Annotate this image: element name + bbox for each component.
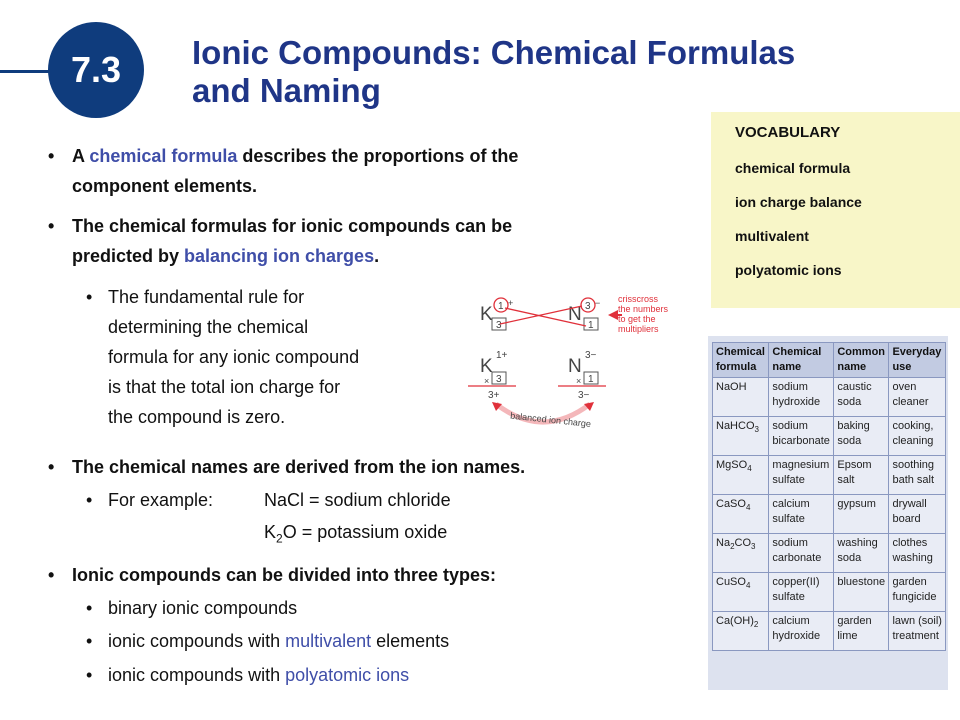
table-cell: bluestone [834,573,889,612]
column-header: Everyday use [889,343,946,378]
table-row [713,534,946,573]
table-row [713,612,946,651]
table-cell: copper(II) sulfate [769,573,834,612]
k-box-value-2: 3 [496,374,502,385]
term-polyatomic-ions: polyatomic ions [285,665,410,685]
formula-cell: $Na_2CO_3$ [713,534,769,573]
formula-cell: NaHCO$_3$ [713,417,769,456]
table-header-row [713,343,946,378]
table-cell: garden fungicide [889,573,946,612]
table-cell: baking soda [834,417,889,456]
table-cell: gypsum [834,495,889,534]
formula-cell: MgSO$_4$ [713,456,769,495]
sub-bullet-polyatomic: • ionic compounds with polyatomic ions [86,665,410,685]
n-charge: 3− [585,350,597,361]
k-box-value: 3 [496,320,502,331]
table-cell: washing soda [834,534,889,573]
table-row [713,456,946,495]
n-charge-circled: 3 [585,301,591,312]
title-line-2: and Naming [192,72,381,109]
formula-cell: NaOH [713,378,769,417]
table-cell: caustic soda [834,378,889,417]
k-symbol-2: K [480,356,493,377]
n-times: × [576,376,582,386]
bullet-names: • The chemical names are derived from the ion names. [48,457,526,477]
sub-bullet-fundamental-rule: • The fundamental rule for determining the chemical formula for any ionic compound is that the total ion charge for the compound is zero. [86,287,360,427]
k-plus: + [508,298,514,308]
term-balancing-ion-charges: balancing ion charges [184,246,375,266]
table-cell: calcium sulfate [769,495,834,534]
table-row [713,495,946,534]
sub-bullet-example: • For example: [86,490,214,510]
vocab-item: chemical formula [735,160,851,176]
formula-cell: $Ca(OH)_2$ [713,612,769,651]
section-badge [48,22,144,118]
example-nacl: NaCl = sodium chloride [264,490,451,510]
table-cell: lawn (soil) treatment [889,612,946,651]
table-row [713,417,946,456]
table-cell: sodium bicarbonate [769,417,834,456]
table-cell: magnesium sulfate [769,456,834,495]
vocabulary-heading: VOCABULARY [735,124,841,141]
crisscross-note: crisscross the numbers to get the multipliers [618,294,669,334]
bullet-three-types: • Ionic compounds can be divided into three types: [48,565,497,585]
example-k2o: $K_2O$ = potassium oxide [264,522,448,546]
n-box-value-2: 1 [588,374,594,385]
term-chemical-formula: chemical formula [89,146,238,166]
formula-cell: CaSO$_4$ [713,495,769,534]
k-charge: 1+ [496,350,508,361]
table-cell: oven cleaner [889,378,946,417]
bullet-chemical-formula: • A chemical formula describes the proportions of the component elements. [48,146,519,196]
formula-cell: CuSO$_4$ [713,573,769,612]
k-times: × [484,376,490,386]
n-symbol: N [568,304,582,325]
k-charge-circled: 1 [498,301,504,312]
k-symbol: K [480,304,493,325]
table-cell: garden lime [834,612,889,651]
crisscross-diagram [458,290,688,440]
vocab-item: ion charge balance [735,194,862,210]
page-title [192,34,912,110]
compounds-table [712,342,946,651]
sub-bullet-multivalent: • ionic compounds with multivalent elements [86,631,450,651]
column-header: Chemical formula [713,343,769,378]
vocab-item: multivalent [735,228,809,244]
section-number: 7.3 [70,49,122,90]
table-row [713,573,946,612]
table-row [713,378,946,417]
n-box-value: 1 [588,320,594,331]
table-cell: Epsom salt [834,456,889,495]
table-cell: clothes washing [889,534,946,573]
n-symbol-2: N [568,356,582,377]
table-cell: drywall board [889,495,946,534]
n-total: 3− [578,390,590,401]
vocab-item: polyatomic ions [735,262,842,278]
table-cell: cooking, cleaning [889,417,946,456]
table-cell: sodium carbonate [769,534,834,573]
note-arrow [608,310,618,320]
title-line-1: Ionic Compounds: Chemical Formulas [192,34,796,71]
column-header: Common name [834,343,889,378]
term-multivalent: multivalent [285,631,372,651]
table-cell: sodium hydroxide [769,378,834,417]
arc-label: balanced ion charge [509,410,592,430]
table-cell: soothing bath salt [889,456,946,495]
sub-bullet-binary: • binary ionic compounds [86,598,298,618]
k-total: 3+ [488,390,500,401]
table-cell: calcium hydroxide [769,612,834,651]
bullet-balancing: • The chemical formulas for ionic compounds can be predicted by balancing ion charges. [48,216,513,266]
compounds-table-panel [708,336,948,690]
n-minus: − [595,298,601,308]
vocabulary-box [711,112,960,308]
column-header: Chemical name [769,343,834,378]
